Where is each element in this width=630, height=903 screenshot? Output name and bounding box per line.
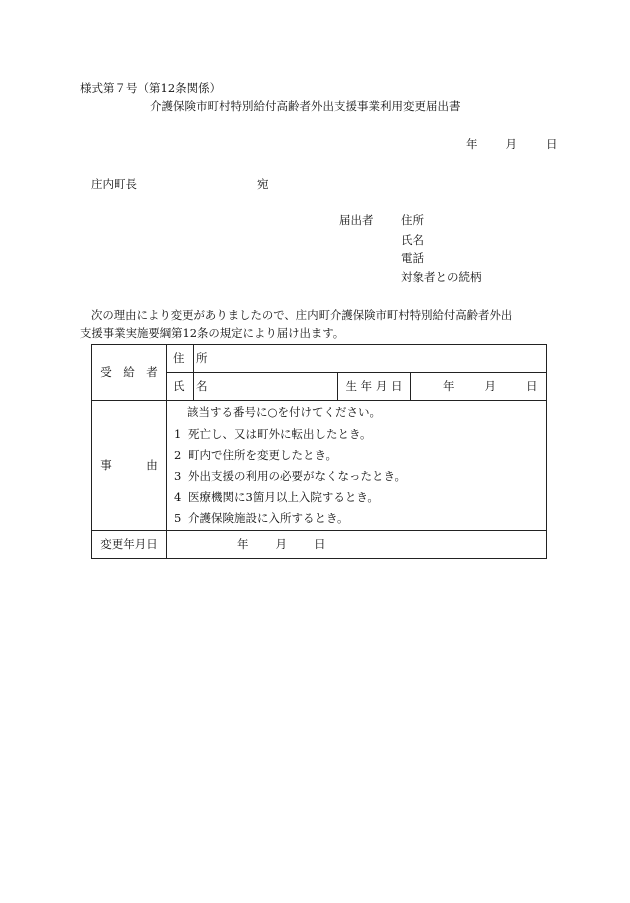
- address-row: [92, 345, 547, 373]
- name-value-field[interactable]: [194, 373, 338, 401]
- applicant-name-label: 氏名: [401, 233, 424, 247]
- reason-label: 事 由: [92, 401, 167, 531]
- reason-option-4[interactable]: 4 医療機関に3箇月以上入院するとき。: [174, 490, 379, 504]
- form-number: 様式第７号（第12条関係）: [80, 81, 222, 95]
- form-title: 介護保険市町村特別給付高齢者外出支援事業利用変更届出書: [150, 99, 461, 113]
- address-label: 住 所: [167, 345, 194, 373]
- change-date-label: 変更年月日: [92, 531, 167, 559]
- body-text-line-2: 支援事業実施要綱第12条の規定により届け出ます。: [80, 326, 345, 340]
- addressee-suffix: 宛: [257, 177, 269, 191]
- date-year-label: 年: [466, 137, 478, 151]
- reason-row: [92, 401, 547, 531]
- reason-instruction: 該当する番号に○を付けてください。: [187, 405, 382, 419]
- reason-option-3[interactable]: 3 外出支援の利用の必要がなくなったとき。: [174, 469, 407, 483]
- reason-options: [167, 401, 547, 531]
- applicant-label: 届出者: [339, 213, 374, 227]
- change-month-label: 月: [275, 536, 287, 551]
- birth-month-label: 月: [484, 378, 496, 393]
- change-date-value-field[interactable]: [167, 531, 547, 559]
- body-text-line-1: 次の理由により変更がありましたので、庄内町介護保険市町村特別給付高齢者外出: [91, 308, 513, 322]
- name-label: 氏 名: [167, 373, 194, 401]
- document-date: [466, 139, 558, 151]
- reason-option-2[interactable]: 2 町内で住所を変更したとき。: [174, 448, 338, 462]
- addressee-name: 庄内町長: [91, 177, 137, 191]
- change-date-row: [92, 531, 547, 559]
- birth-year-label: 年: [443, 378, 455, 393]
- address-value-field[interactable]: [194, 345, 547, 373]
- change-form-table: [91, 344, 547, 559]
- change-day-label: 日: [314, 536, 326, 551]
- date-month-label: 月: [505, 137, 517, 151]
- recipient-label: 受 給 者: [92, 345, 167, 401]
- applicant-phone-label: 電話: [401, 251, 424, 265]
- applicant-relationship-label: 対象者との続柄: [401, 270, 482, 284]
- birthdate-label: 生 年 月 日: [338, 373, 411, 401]
- date-day-label: 日: [546, 137, 558, 151]
- applicant-address-label: 住所: [401, 213, 424, 227]
- reason-option-5[interactable]: 5 介護保険施設に入所するとき。: [174, 511, 349, 525]
- change-year-label: 年: [237, 536, 249, 551]
- reason-option-1[interactable]: 1 死亡し、又は町外に転出したとき。: [174, 427, 372, 441]
- birthdate-value-field[interactable]: [411, 373, 547, 401]
- birth-day-label: 日: [526, 378, 538, 393]
